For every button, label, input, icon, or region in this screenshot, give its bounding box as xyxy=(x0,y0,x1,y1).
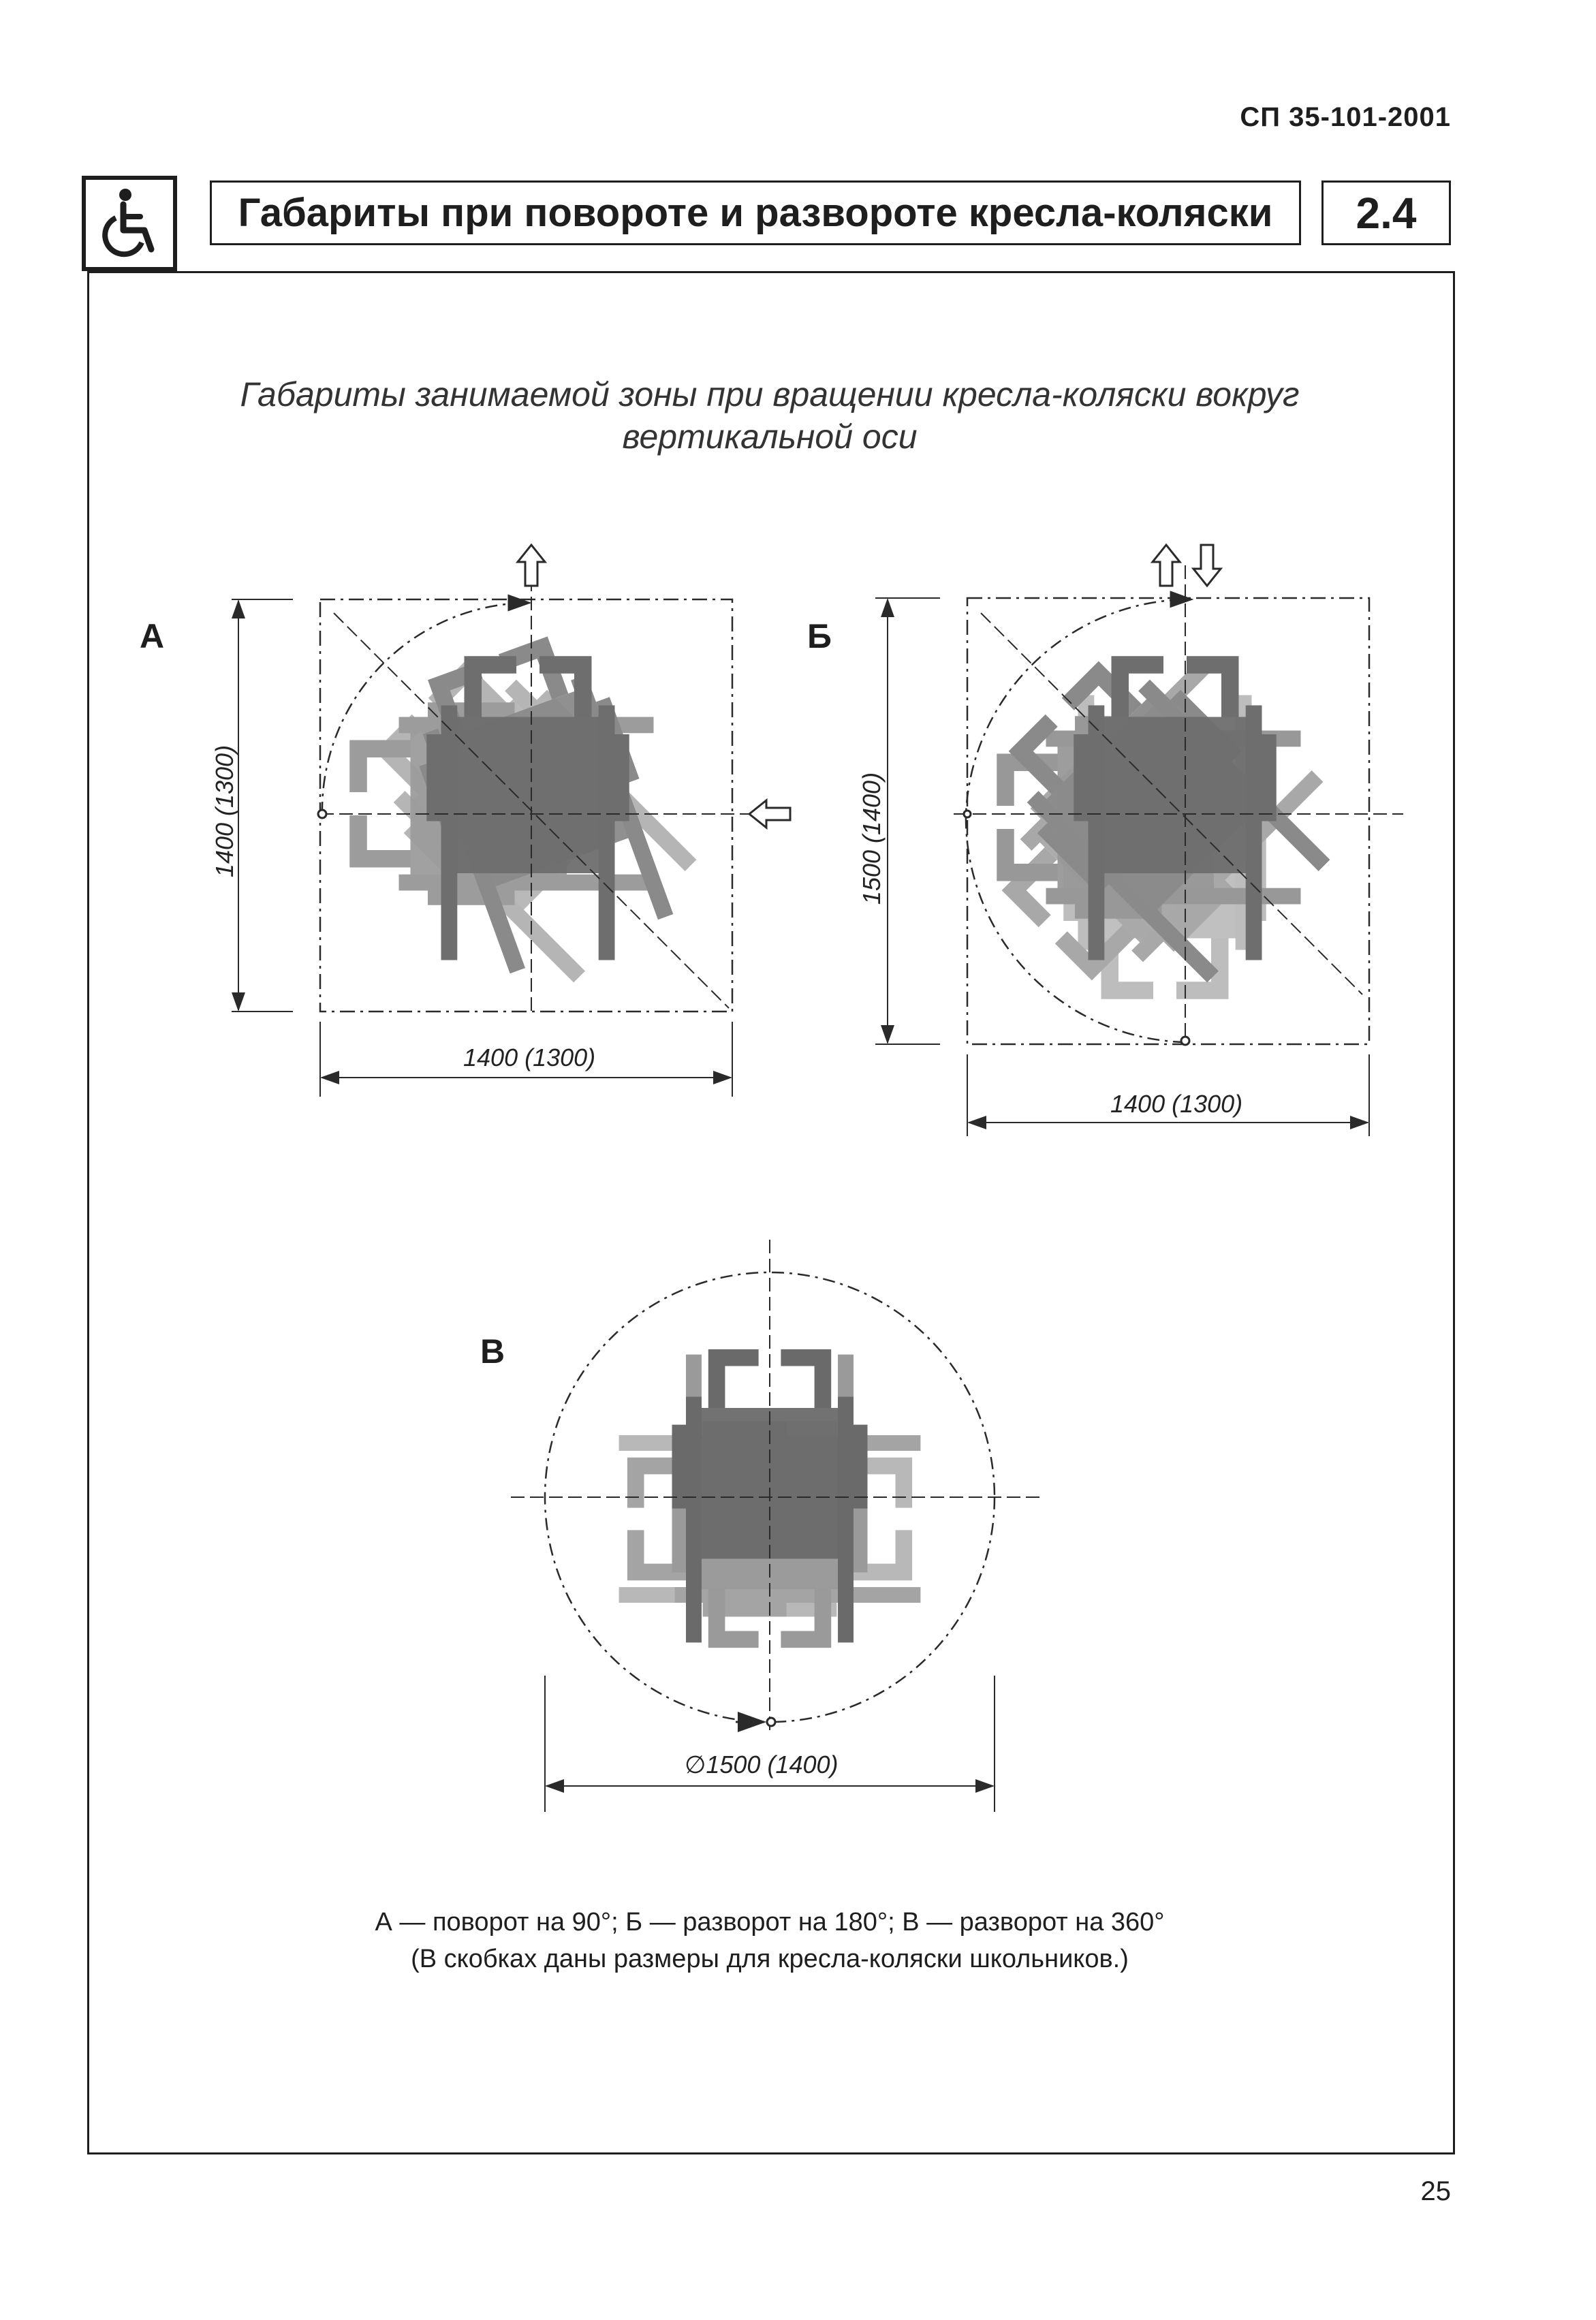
figure-c-label: В xyxy=(480,1332,505,1370)
figure-b-label: Б xyxy=(807,617,832,655)
figure-a-horizontal-dimension: 1400 (1300) xyxy=(463,1044,596,1071)
figure-b-drawing xyxy=(875,545,1403,1136)
subtitle-line-2: вертикальной оси xyxy=(622,418,918,456)
page-number: 25 xyxy=(1420,2176,1451,2206)
caption-line-2: (В скобках даны размеры для кресла-коляски школьников.) xyxy=(411,1945,1129,1973)
figure-c-diameter-dimension: ∅1500 (1400) xyxy=(685,1751,839,1778)
figure-a-label: А xyxy=(140,617,165,655)
figure-b-horizontal-dimension: 1400 (1300) xyxy=(1110,1090,1243,1118)
section-number: 2.4 xyxy=(1321,181,1451,245)
figure-a-drawing xyxy=(232,545,790,1097)
caption-line-1: А — поворот на 90°; Б — разворот на 180°; В — разворот на 360° xyxy=(375,1908,1165,1937)
figure-a-vertical-dimension: 1400 (1300) xyxy=(210,744,238,878)
figure-c-drawing xyxy=(511,1240,1042,1812)
subtitle-line-1: Габариты занимаемой зоны при вращении кресла-коляски вокруг xyxy=(240,375,1300,413)
page-title: Габариты при повороте и развороте кресла-коляски xyxy=(210,181,1301,245)
figure-b-vertical-dimension: 1500 (1400) xyxy=(858,772,886,905)
document-code: СП 35-101-2001 xyxy=(1240,102,1451,132)
figure-caption xyxy=(204,1904,1335,1977)
